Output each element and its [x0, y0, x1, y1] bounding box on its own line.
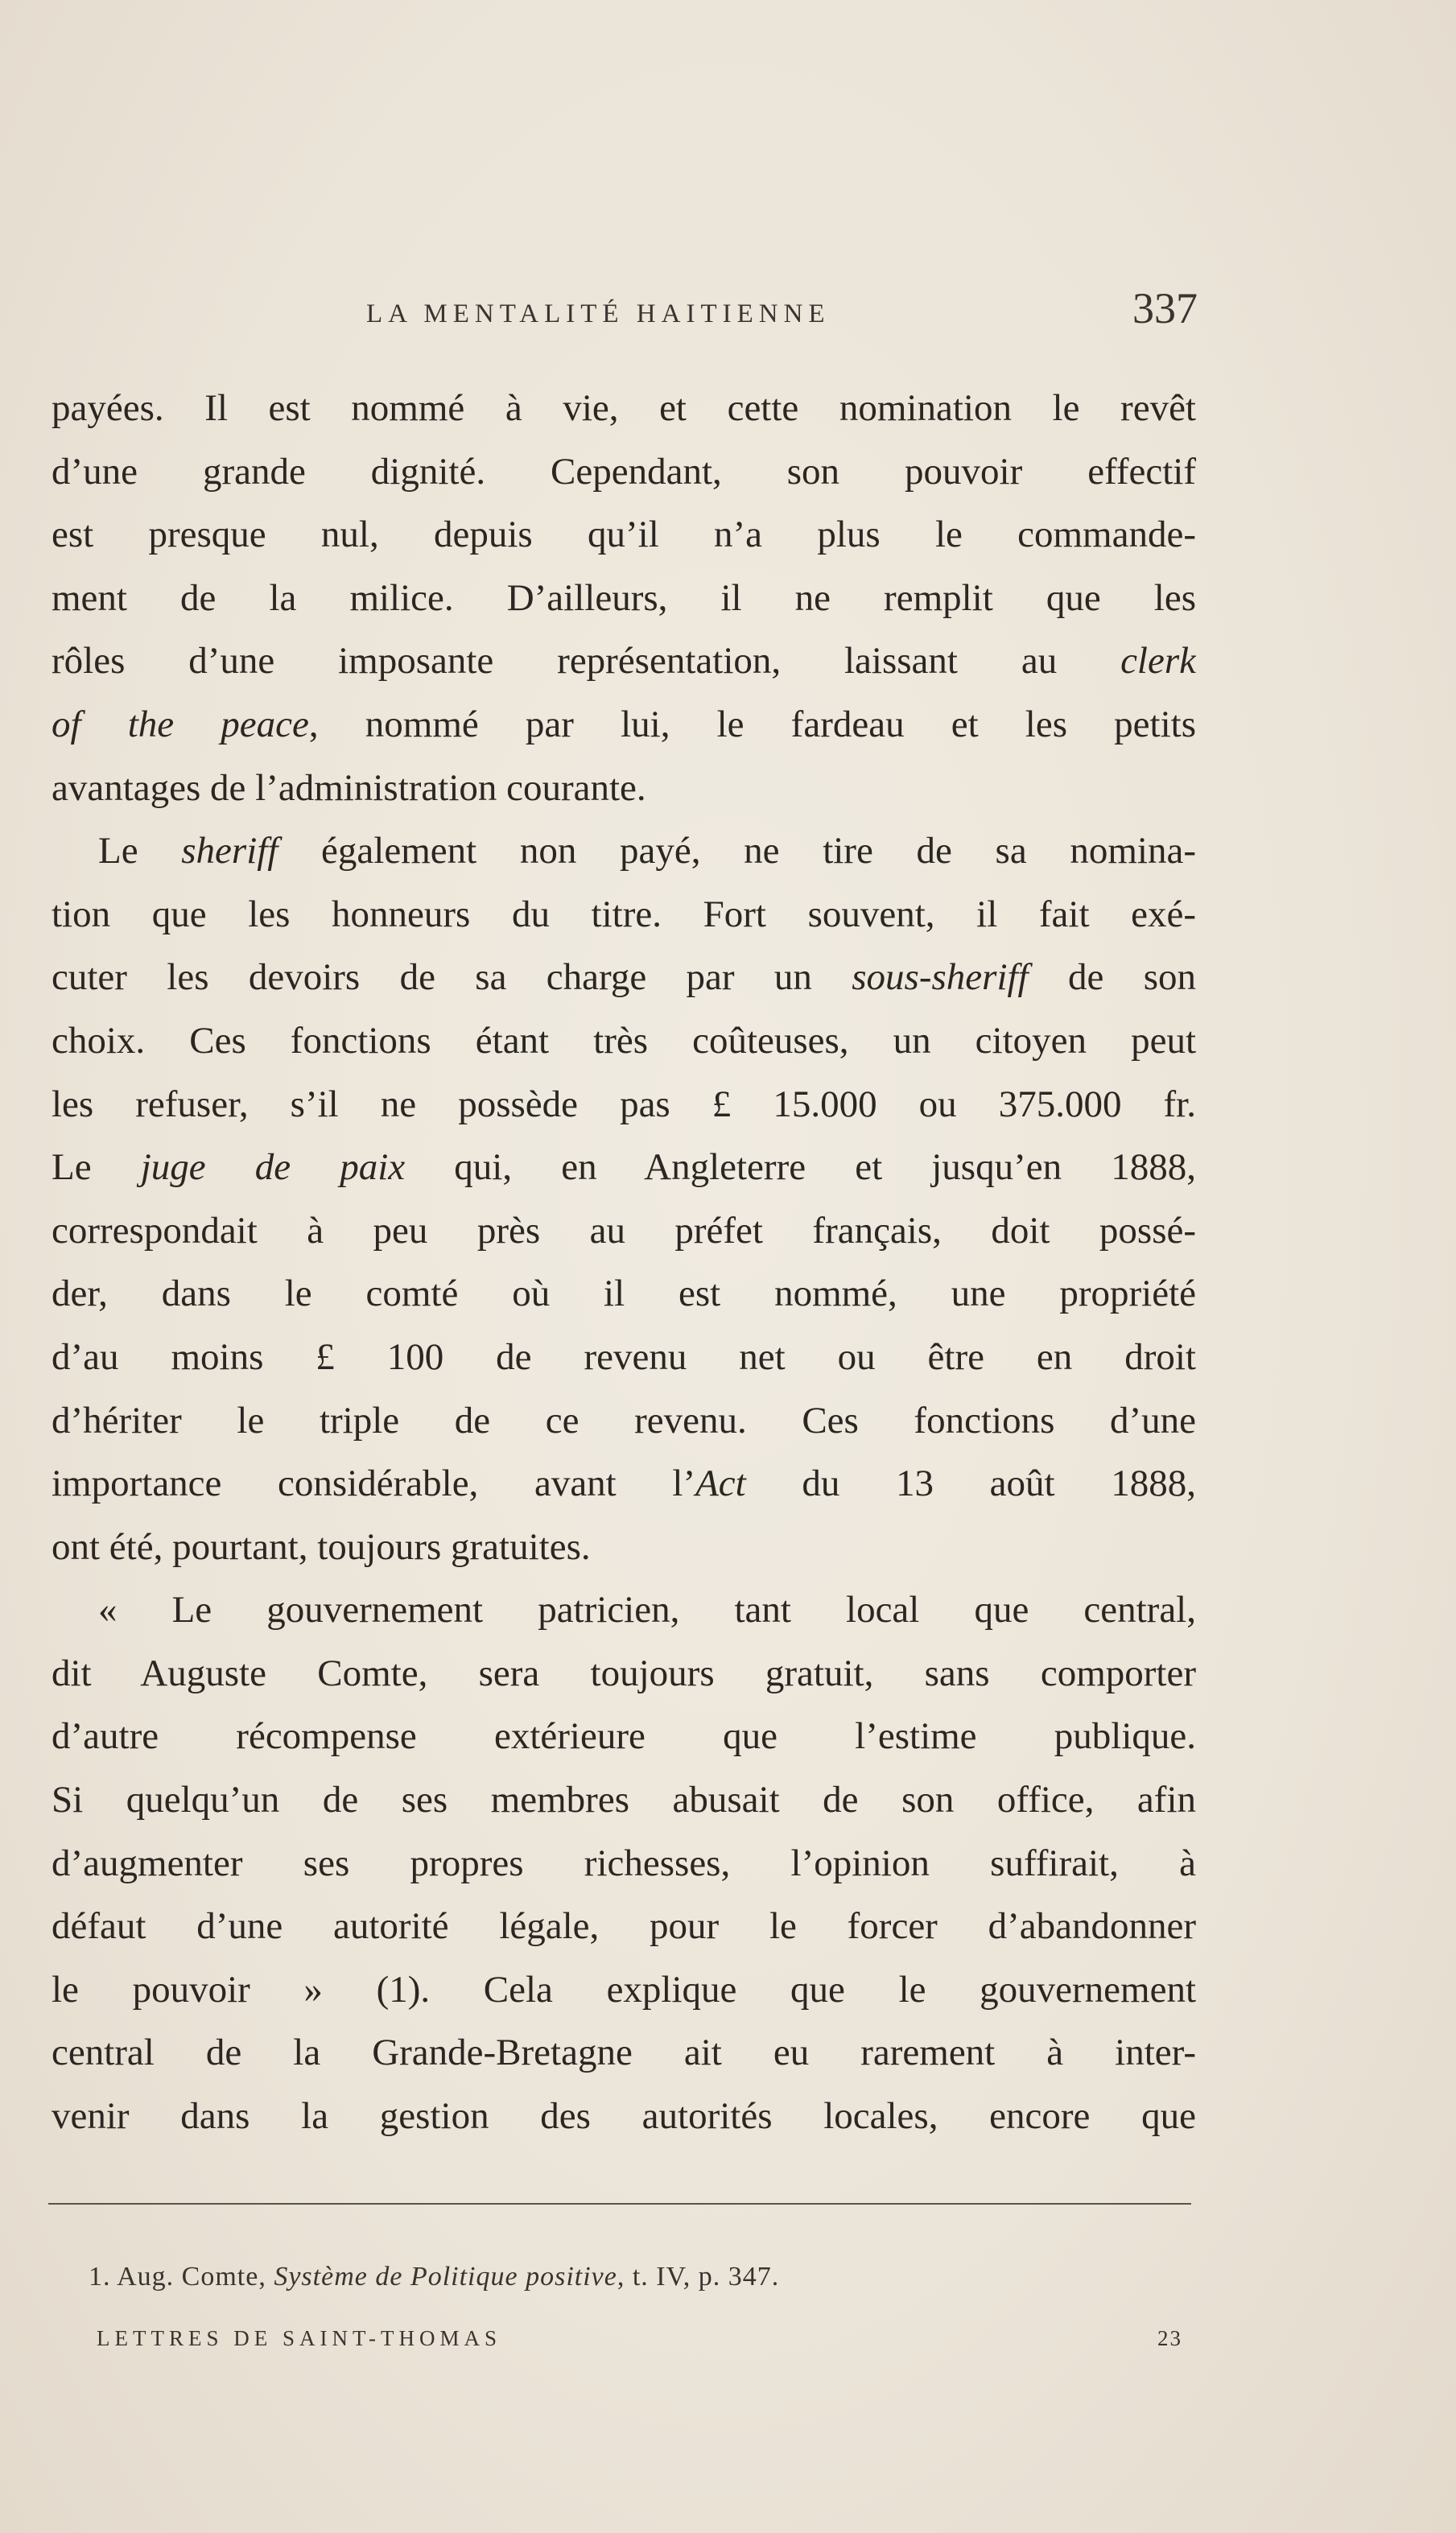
footnote-title: Système de Politique positive — [274, 2262, 617, 2292]
footnote — [89, 2262, 779, 2292]
text-line: Le sheriff également non payé, ne tire de sa nomina- — [98, 830, 1196, 873]
text-line: der, dans le comté où il est nommé, une propriété — [52, 1273, 1196, 1315]
footnote-author: Aug. Comte, — [117, 2262, 274, 2292]
text-line: d’hériter le triple de ce revenu. Ces fonctions d’une — [52, 1399, 1196, 1442]
italic-term: Act — [695, 1462, 746, 1505]
text-line: central de la Grande-Bretagne ait eu rarement à inter- — [52, 2032, 1196, 2074]
italic-term: of the peace — [52, 703, 309, 745]
text-line: importance considérable, avant l’Act du 13 août 1888, — [52, 1462, 1196, 1505]
text-line: avantages de l’administration courante. — [52, 766, 646, 809]
text-line: Si quelqu’un de ses membres abusait de son office, afin — [52, 1779, 1196, 1821]
text-line: défaut d’une autorité légale, pour le forcer d’abandonner — [52, 1905, 1196, 1948]
text-line: d’augmenter ses propres richesses, l’opinion suffirait, à — [52, 1842, 1196, 1884]
text-line: d’au moins £ 100 de revenu net ou être en droit — [52, 1335, 1196, 1378]
running-title: LA MENTALITÉ HAITIENNE — [366, 299, 831, 328]
signature-title: LETTRES DE SAINT-THOMAS — [97, 2326, 502, 2350]
footnote-rule — [48, 2203, 1191, 2205]
body-text — [52, 377, 1196, 2148]
italic-term: juge de paix — [140, 1146, 406, 1189]
italic-term: clerk — [1120, 640, 1196, 683]
signature-number: 23 — [1157, 2326, 1182, 2350]
text-line: tion que les honneurs du titre. Fort souvent, il fait exé- — [52, 893, 1196, 935]
page-number: 337 — [1132, 284, 1198, 332]
text-line: d’une grande dignité. Cependant, son pouvoir effectif — [52, 450, 1196, 493]
footnote-marker: 1. — [89, 2262, 111, 2292]
italic-term: sheriff — [181, 830, 278, 873]
text-line: of the peace, nommé par lui, le fardeau et les petits — [52, 703, 1196, 745]
italic-term: sous-sheriff — [852, 956, 1029, 999]
running-head — [48, 283, 1198, 348]
text-line: ont été, pourtant, toujours gratuites. — [52, 1525, 591, 1568]
text-line: Le juge de paix qui, en Angleterre et jusqu’en 1888, — [52, 1146, 1196, 1189]
text-line: payées. Il est nommé à vie, et cette nomination le revêt — [52, 387, 1196, 429]
text-line: « Le gouvernement patricien, tant local que central, — [98, 1589, 1196, 1632]
text-line: les refuser, s’il ne possède pas £ 15.000 ou 375.000 fr. — [52, 1083, 1196, 1125]
text-line: choix. Ces fonctions étant très coûteuses, un citoyen peut — [52, 1019, 1196, 1062]
text-line: d’autre récompense extérieure que l’estime publique. — [52, 1715, 1196, 1758]
text-line: ment de la milice. D’ailleurs, il ne remplit que les — [52, 576, 1196, 619]
text-line: rôles d’une imposante représentation, laissant au clerk — [52, 640, 1196, 683]
footnote-reference: , t. IV, p. 347. — [617, 2262, 780, 2292]
text-line: est presque nul, depuis qu’il n’a plus le commande- — [52, 514, 1196, 556]
text-line: venir dans la gestion des autorités locales, encore que — [52, 2095, 1196, 2138]
text-line: dit Auguste Comte, sera toujours gratuit, sans comporter — [52, 1652, 1196, 1694]
text-line: le pouvoir » (1). Cela explique que le gouvernement — [52, 1968, 1196, 2011]
text-line: cuter les devoirs de sa charge par un sous-sheriff de son — [52, 956, 1196, 999]
text-line: correspondait à peu près au préfet français, doit possé- — [52, 1209, 1196, 1252]
